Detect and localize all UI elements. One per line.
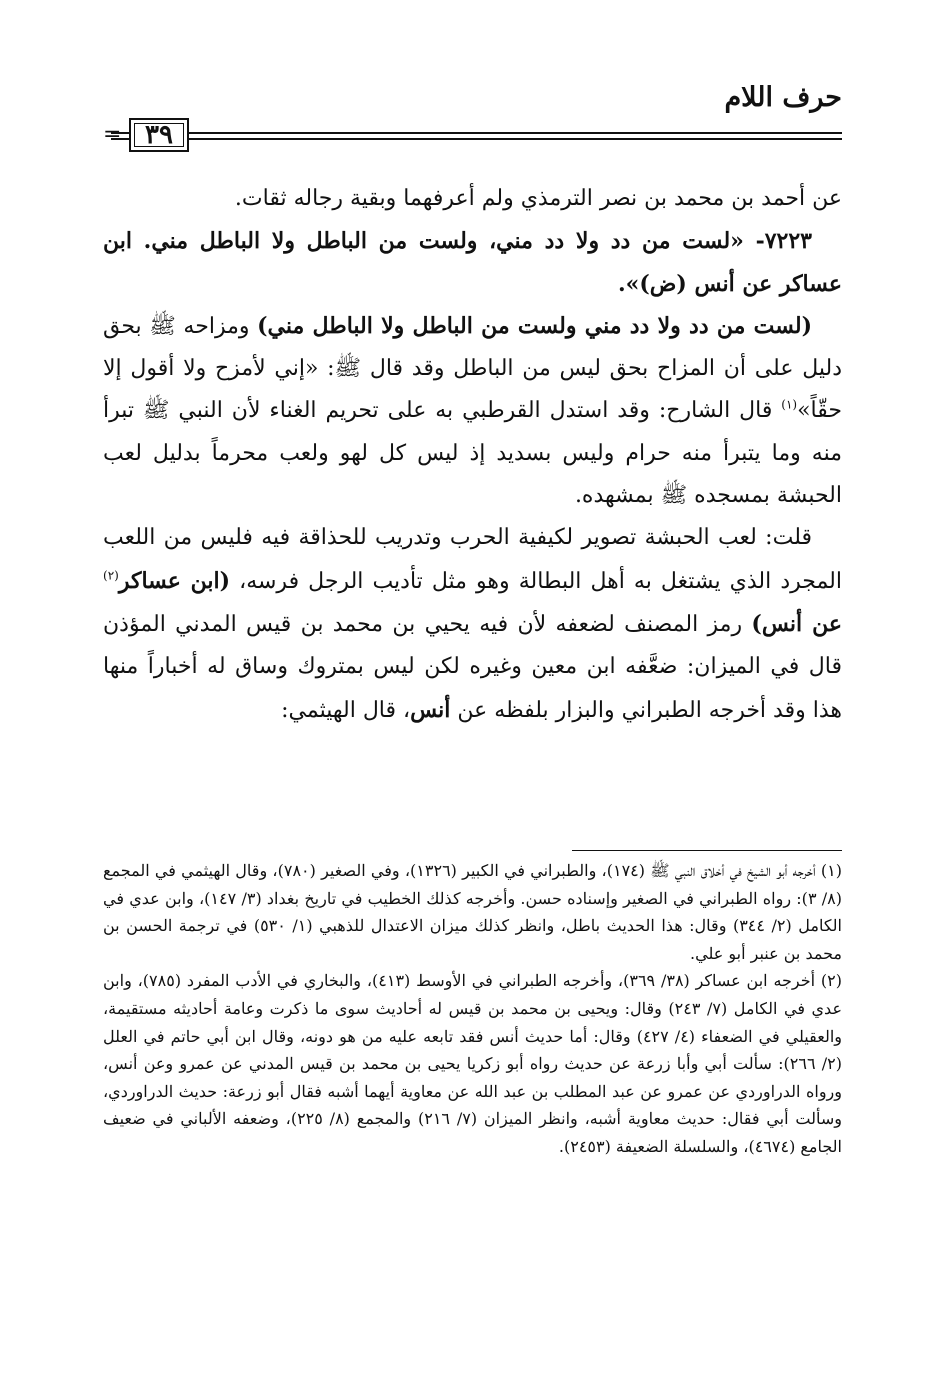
rule-top [189, 132, 842, 134]
footnote-number: (١) [820, 861, 843, 880]
header-rule [103, 118, 842, 154]
rule-left-bottom [111, 138, 129, 140]
rule-bottom [189, 138, 842, 140]
narrator-name: أنس [410, 696, 451, 723]
rule-left-top [111, 132, 129, 134]
text-line: عن أحمد بن محمد بن نصر الترمذي ولم أعرفهما وبقية رجاله ثقات. [234, 186, 842, 211]
footnote-ref-2: (٢) [103, 568, 119, 583]
text-span: قلت: لعب الحبشة تصوير لكيفية الحرب وتدريب للحذاقة فيه فليس من اللعب المجرد الذي يشتغل به أهل البطالة وهو مثل تأديب الرجل فرسه، [103, 525, 842, 594]
source-ref: عن أنس) [751, 610, 842, 637]
commentary-paragraph [103, 517, 842, 731]
running-title: حرف اللام [724, 82, 842, 113]
footnote-2 [103, 967, 842, 1160]
page-number: ٣٩ [129, 118, 189, 152]
commentary-paragraph [103, 305, 842, 517]
footnote-number: (٢) [820, 971, 843, 991]
hadith-heading: ٧٢٢٣- «لست من دد ولا دد مني، ولست من الباطل ولا الباطل مني. ابن عساكر عن أنس (ض)». [103, 228, 842, 297]
footnote-text: أخرجه ابن عساكر (٣٨/ ٣٦٩)، وأخرجه الطبراني في الأوسط (٤١٣)، والبخاري في الأدب المفرد (٧٨٥)، وابن عدي في الكامل (٧/ ٢٤٣) وقال: ويحيى بن محمد بن قيس له أحاديث سوى ما ذكرت وعامة أحاديثه مستقيمة، والعقيلي في الضعفاء (٤/ ٤٢٧) وقال: أما حديث أنس فقد تابعه عليه من هو دونه، وقال ابن أبي حاتم في العلل (٢/ ٢٦٦): سألت أبي وأبا زرعة عن حديث رواه أبو زكريا يحيى بن محمد بن قيس المدني عن عمرو وعن أنس، ورواه الدراوردي عن عمرو عن عبد المطلب بن عبد الله عن معاوية أيهما أشبه فقال أبو زرعة: حديث الدراوردي، وسألت أبي فقال: حديث معاوية أشبه، وانظر الميزان (٧/ ٢١٦) والمجمع (٨/ ٢٢٥)، وضعفه الألباني في ضعيف الجامع (٤٦٧٤)، والسلسلة الضعيفة (٢٤٥٣). [103, 971, 843, 1156]
corner-mark: = [103, 122, 122, 147]
footnotes [103, 857, 842, 1161]
text-span: رمز المصنف لضعفه لأن فيه يحيي بن محمد بن قيس المدني المؤذن قال في الميزان: ضعَّفه ابن معين وغيره لكن ليس بمتروك وساق له أخباراً منها هذا وقد أخرجه الطبراني والبزار بلفظه عن [103, 611, 842, 723]
text-span: ، قال الهيثمي: [281, 697, 411, 723]
footnote-ref-1: (١) [781, 398, 798, 413]
source-ref: (ابن عساكر [118, 567, 231, 594]
text-span: ومزاحه ﷺ بحق دليل على أن المزاح بحق ليس من الباطل وقد قال ﷺ: «إني لأمزح ولا أقول إلا حقّاً» [103, 313, 842, 424]
hadith-quote: (لست من دد ولا دد مني ولست من الباطل ولا الباطل مني) [257, 312, 813, 339]
text-span: قال الشارح: وقد استدل القرطبي به على تحريم الغناء لأن النبي ﷺ تبرأ منه وما يتبرأ منه حرام وليس بسديد إذ ليس كل لهو ولعب محرماً بدليل لعب الحبشة بمسجده ﷺ بمشهده. [103, 398, 842, 509]
footnote-separator [572, 850, 842, 851]
footnote-text: أخرجه أبو الشيخ في أخلاق النبي ﷺ (١٧٤)، والطبراني في الكبير (١٣٢٦)، وفي الصغير (٧٨٠)، وقال الهيثمي في المجمع (٨/ ٣): رواه الطبراني في الصغير وإسناده حسن. وأخرجه كذلك الخطيب في تاريخ بغداد (٣/ ١٤٧)، وابن عدي في الكامل (٢/ ٣٤٤) وقال: هذا الحديث باطل، وانظر كذلك ميزان الاعتدال للذهبي (١/ ٥٣٠) في ترجمة الحسن بن محمد بن عنبر أبو علي. [103, 861, 843, 963]
footnote-1 [103, 857, 842, 967]
main-text [103, 178, 842, 732]
